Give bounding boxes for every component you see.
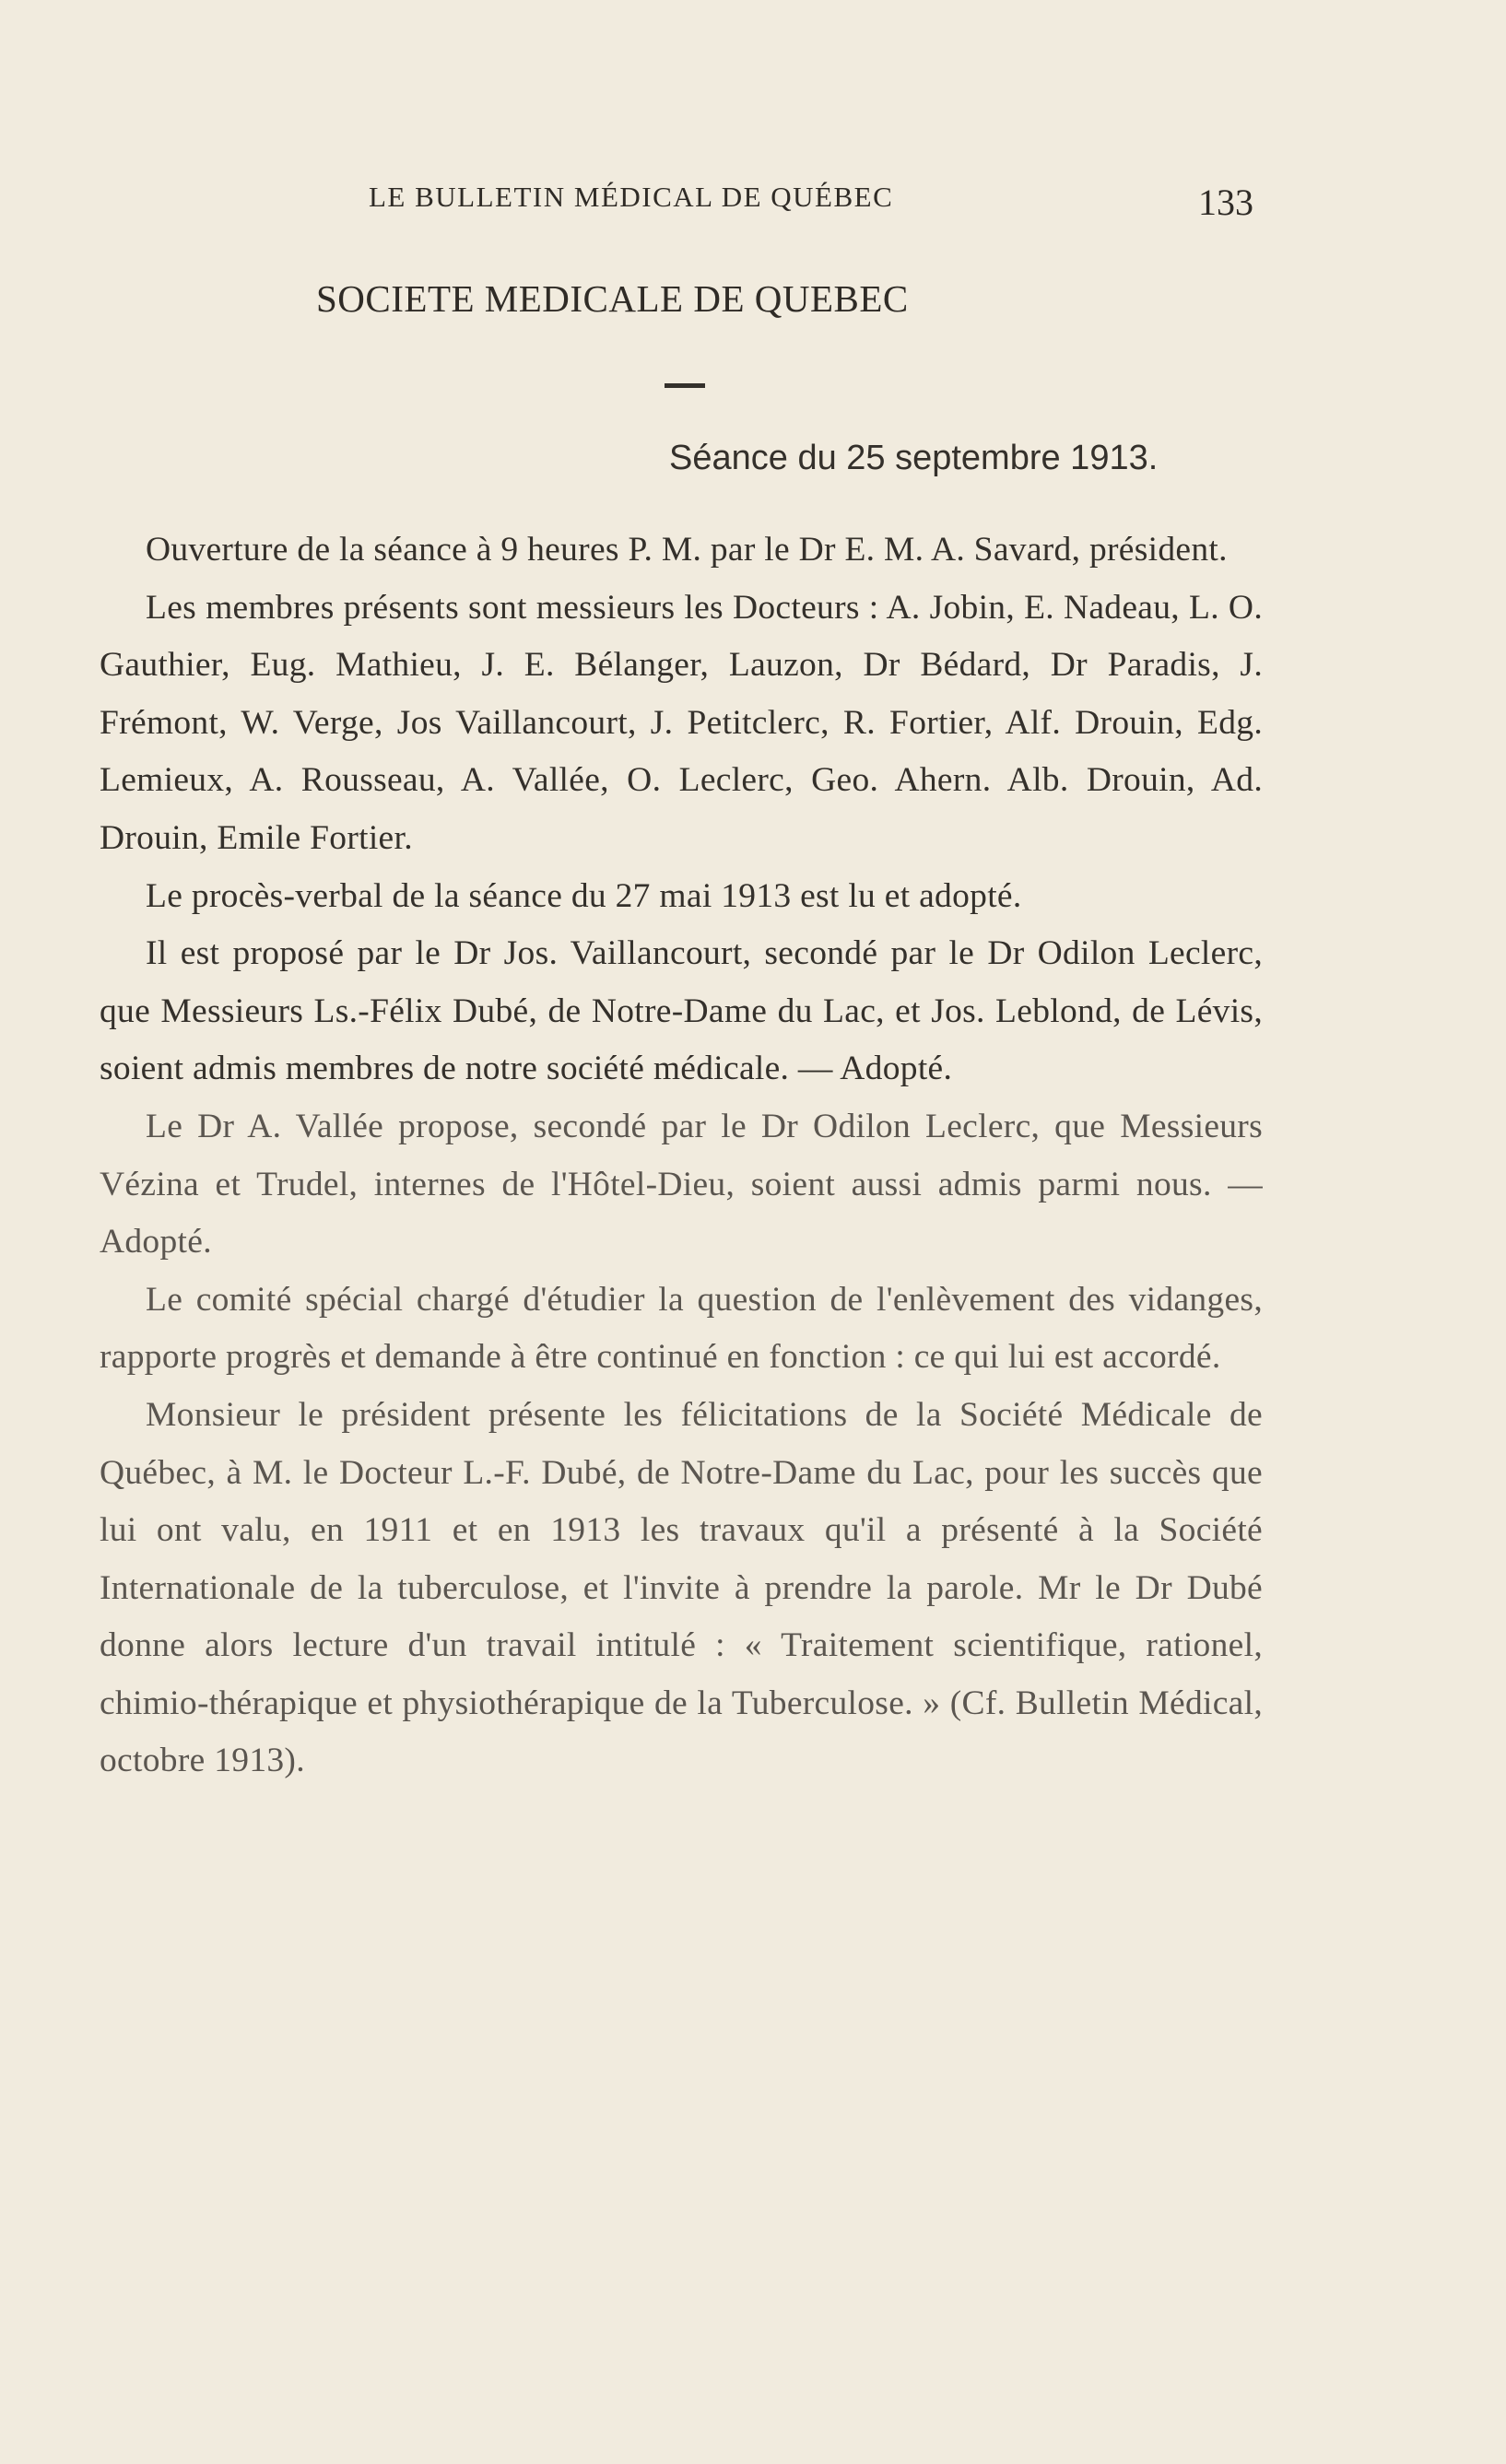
page-number: 133 bbox=[1198, 182, 1253, 223]
paragraph-new-members: Il est proposé par le Dr Jos. Vaillancourt, secondé par le Dr Odilon Leclerc, que Messieurs Ls.-Félix Dubé, de Notre-Dame du Lac, et Jos. Leblond, de Lévis, soient admis membres de notre société médicale. — Adopté. bbox=[100, 934, 1263, 1088]
running-head: LE BULLETIN MÉDICAL DE QUÉBEC bbox=[369, 181, 894, 213]
title-divider bbox=[665, 383, 705, 388]
paragraph-special-committee: Le comité spécial chargé d'étudier la question de l'enlèvement des vidanges, rapporte progrès et demande à être continué en fonction : ce qui lui est accordé. bbox=[100, 1280, 1263, 1377]
minutes-body bbox=[100, 522, 1263, 1790]
paragraph-opening: Ouverture de la séance à 9 heures P. M. par le Dr E. M. A. Savard, président. bbox=[146, 531, 1228, 569]
section-title: SOCIETE MEDICALE DE QUEBEC bbox=[316, 277, 909, 320]
paragraph-members-present: Les membres présents sont messieurs les Docteurs : A. Jobin, E. Nadeau, L. O. Gauthier, Eug. Mathieu, J. E. Bélanger, Lauzon, Dr Bédard, Dr Paradis, J. Frémont, W. Verge, Jos Vaillancourt, J. Petitclerc, R. Fortier, Alf. Drouin, Edg. Lemieux, A. Rousseau, A. Vallée, O. Leclerc, Geo. Ahern. Alb. Drouin, Ad. Drouin, Emile Fortier. bbox=[100, 588, 1263, 857]
seance-date: Séance du 25 septembre 1913. bbox=[669, 439, 1159, 477]
paragraph-interns-admitted: Le Dr A. Vallée propose, secondé par le Dr Odilon Leclerc, que Messieurs Vézina et Trudel, internes de l'Hôtel-Dieu, soient aussi admis parmi nous. — Adopté. bbox=[100, 1107, 1263, 1261]
paragraph-proces-verbal: Le procès-verbal de la séance du 27 mai 1913 est lu et adopté. bbox=[146, 876, 1022, 915]
paragraph-felicitations: Monsieur le président présente les félicitations de la Société Médicale de Québec, à M. le Docteur L.-F. Dubé, de Notre-Dame du Lac, pour les succès que lui ont valu, en 1911 et en 1913 les travaux qu'il a présenté à la Société Internationale de la tuberculose, et l'invite à prendre la parole. Mr le Dr Dubé donne alors lecture d'un travail intitulé : « Traitement scientifique, rationel, chimio-thérapique et physiothérapique de la Tuberculose. » (Cf. Bulletin Médical, octobre 1913). bbox=[100, 1395, 1263, 1780]
